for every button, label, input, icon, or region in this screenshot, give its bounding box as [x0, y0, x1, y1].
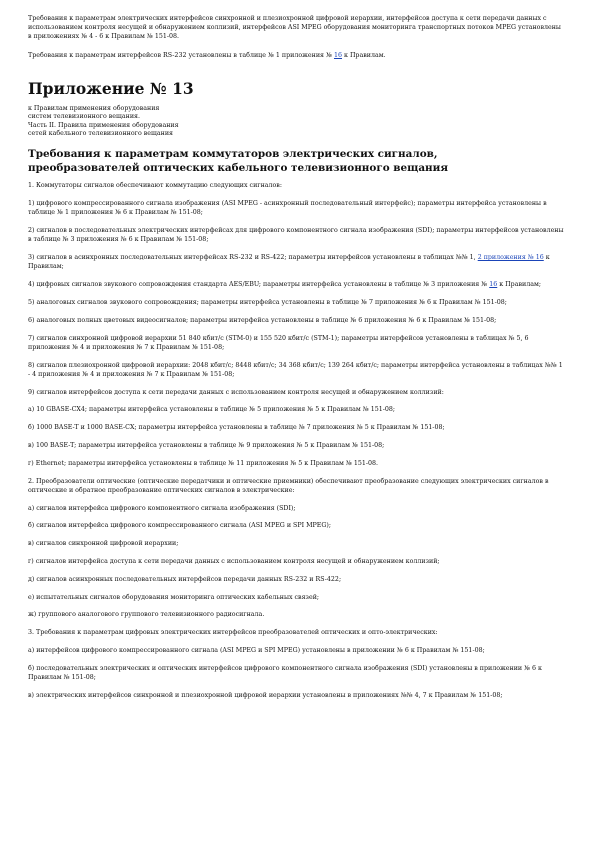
clause-1: 1. Коммутаторы сигналов обеспечивают коммутацию следующих сигналов: [28, 182, 282, 190]
text: 3) сигналов в асинхронных последовательных интерфейсах RS-232 и RS-422; параметры интерфейсов установлены в таблицах №№ 1, [28, 254, 478, 262]
clause-subitem: г) сигналов интерфейса доступа к сети передачи данных с использованием контроля несущей и обнаружением коллизий; [28, 558, 440, 565]
document-page [28, 14, 566, 700]
clause-item: 1) цифрового компрессированного сигнала изображения (ASI MPEG - асинхронный последовательный интерфейс); параметры интерфейса установлены в таблице № 1 приложения № 6 к Правилам № 151-08; [28, 200, 547, 217]
clause-subitem: д) сигналов асинхронных последовательных интерфейсов передачи данных RS-232 и RS-422; [28, 575, 342, 583]
clause-item [28, 253, 566, 271]
clause-subitem: в) 100 BASE-T; параметры интерфейса установлены в таблице № 9 приложения № 5 к Правилам № 151-08; [28, 442, 385, 450]
clause-subitem: б) последовательных электрических и оптических интерфейсов цифрового компонентного сигнала изображения (SDI) установлены в приложении № 6 к Правилам № 151-08; [28, 664, 542, 681]
clause-item: 2) сигналов в последовательных электрических интерфейсах для цифрового компонентного сигнала изображения (SDI); параметры интерфейсов установлены в таблице № 3 приложения № 6 к Правилам № 151-08; [28, 227, 564, 244]
text: Требования к параметрам интерфейсов RS-232 установлены в таблице № 1 приложения № [28, 51, 334, 59]
appendix-reference-line: Часть II. Правила применения оборудования [28, 121, 179, 129]
clause-subitem: е) испытательных сигналов оборудования мониторинга оптических кабельных связей; [28, 593, 320, 601]
clause-subitem: а) 10 GBASE-CX4; параметры интерфейса установлены в таблице № 5 приложения № 5 к Правилам № 151-08; [28, 406, 396, 414]
appendix-16-link[interactable]: 2 приложения № 16 [477, 254, 544, 262]
clause-subitem: б) 1000 BASE-T и 1000 BASE-CX; параметры интерфейса установлены в таблице № 7 приложения № 5 к Правилам № 151-08; [28, 424, 445, 432]
appendix-title: Приложение № 13 [28, 78, 194, 98]
section-title-line: Требования к параметрам коммутаторов электрических сигналов, [28, 148, 438, 161]
clause-item [28, 280, 566, 289]
clause-3: 3. Требования к параметрам цифровых электрических интерфейсов преобразователей оптических и опто-электрических: [28, 629, 438, 637]
section-title [28, 148, 566, 175]
clause-subitem: б) сигналов интерфейса цифрового компрессированного сигнала (ASI MPEG и SPI MPEG); [28, 522, 331, 530]
appendix-16-link[interactable]: 16 [333, 51, 342, 59]
clause-item: 5) аналоговых сигналов звукового сопровождения; параметры интерфейса установлены в таблице № 7 приложения № 6 к Правилам № 151-08; [28, 299, 507, 307]
appendix-reference [28, 105, 566, 139]
clause-subitem: ж) группового аналогового группового телевизионного радиосигнала. [28, 611, 265, 619]
appendix-reference-line: систем телевизионного вещания. [28, 113, 140, 121]
text: 4) цифровых сигналов звукового сопровождения стандарта AES/EBU; параметры интерфейса установлены в таблице № 3 приложения № [28, 281, 490, 289]
clause-subitem: в) сигналов синхронной цифровой иерархии; [28, 540, 179, 548]
clause-subitem: а) сигналов интерфейса цифрового компонентного сигнала изображения (SDI); [28, 504, 296, 512]
clause-item: 9) сигналов интерфейсов доступа к сети передачи данных с использованием контроля несущей и обнаружением коллизий: [28, 388, 444, 396]
appendix-reference-line: сетей кабельного телевизионного вещания [28, 130, 174, 138]
section-title-line: преобразователей оптических кабельного телевизионного вещания [28, 161, 449, 174]
clause-subitem: г) Ethernet; параметры интерфейса установлены в таблице № 11 приложения № 5 к Правилам № 151-08. [28, 459, 379, 467]
clause-item: 7) сигналов синхронной цифровой иерархии 51 840 кбит/с (STM-0) и 155 520 кбит/с (STM-1); параметры интерфейсов установлены в таблицах № 5, 6 приложения № 4 и приложения № 7 к Правилам № 151-08; [28, 334, 529, 351]
clause-2: 2. Преобразователи оптические (оптические передатчики и оптические приемники) обеспечивают преобразование следующих электрических сигналов в оптические и обратное преобразование оптических сигналов в электрические: [28, 477, 549, 494]
clause-item: 6) аналоговых полных цветовых видеосигналов; параметры интерфейса установлены в таблице № 6 приложения № 6 к Правилам № 151-08; [28, 316, 497, 324]
clause-item: 8) сигналов плезиохронной цифровой иерархии: 2048 кбит/с; 8448 кбит/с; 34 368 кбит/с; 139 264 кбит/с; параметры интерфейса установлены в таблицах №№ 1 - 4 приложения № 4 и приложения № 7 к Правилам № 151-08; [28, 361, 563, 378]
appendix-reference-line: к Правилам применения оборудования [28, 104, 160, 112]
text: к Правилам. [342, 51, 386, 59]
clause-subitem: в) электрических интерфейсов синхронной и плезиохронной цифровой иерархии установлены в приложениях №№ 4, 7 к Правилам № 151-08; [28, 691, 503, 699]
text: к Правилам; [497, 281, 541, 289]
text: к Правилам; [28, 254, 550, 271]
intro-paragraph: Требования к параметрам электрических интерфейсов синхронной и плезиохронной цифровой иерархии, интерфейсов доступа к сети передачи данных с использованием контроля несущей и обнаружением коллизий, интерфейсов ASI MPEG оборудования мониторинга транспортных потоков MPEG установлены в приложениях № 4 - 6 к Правилам № 151-08. [28, 15, 561, 41]
clause-subitem: а) интерфейсов цифрового компрессированного сигнала (ASI MPEG и SPI MPEG) установлены в приложении № 6 к Правилам № 151-08; [28, 646, 485, 654]
appendix-16-link[interactable]: 16 [489, 281, 498, 289]
intro-paragraph-rs232 [28, 51, 566, 60]
